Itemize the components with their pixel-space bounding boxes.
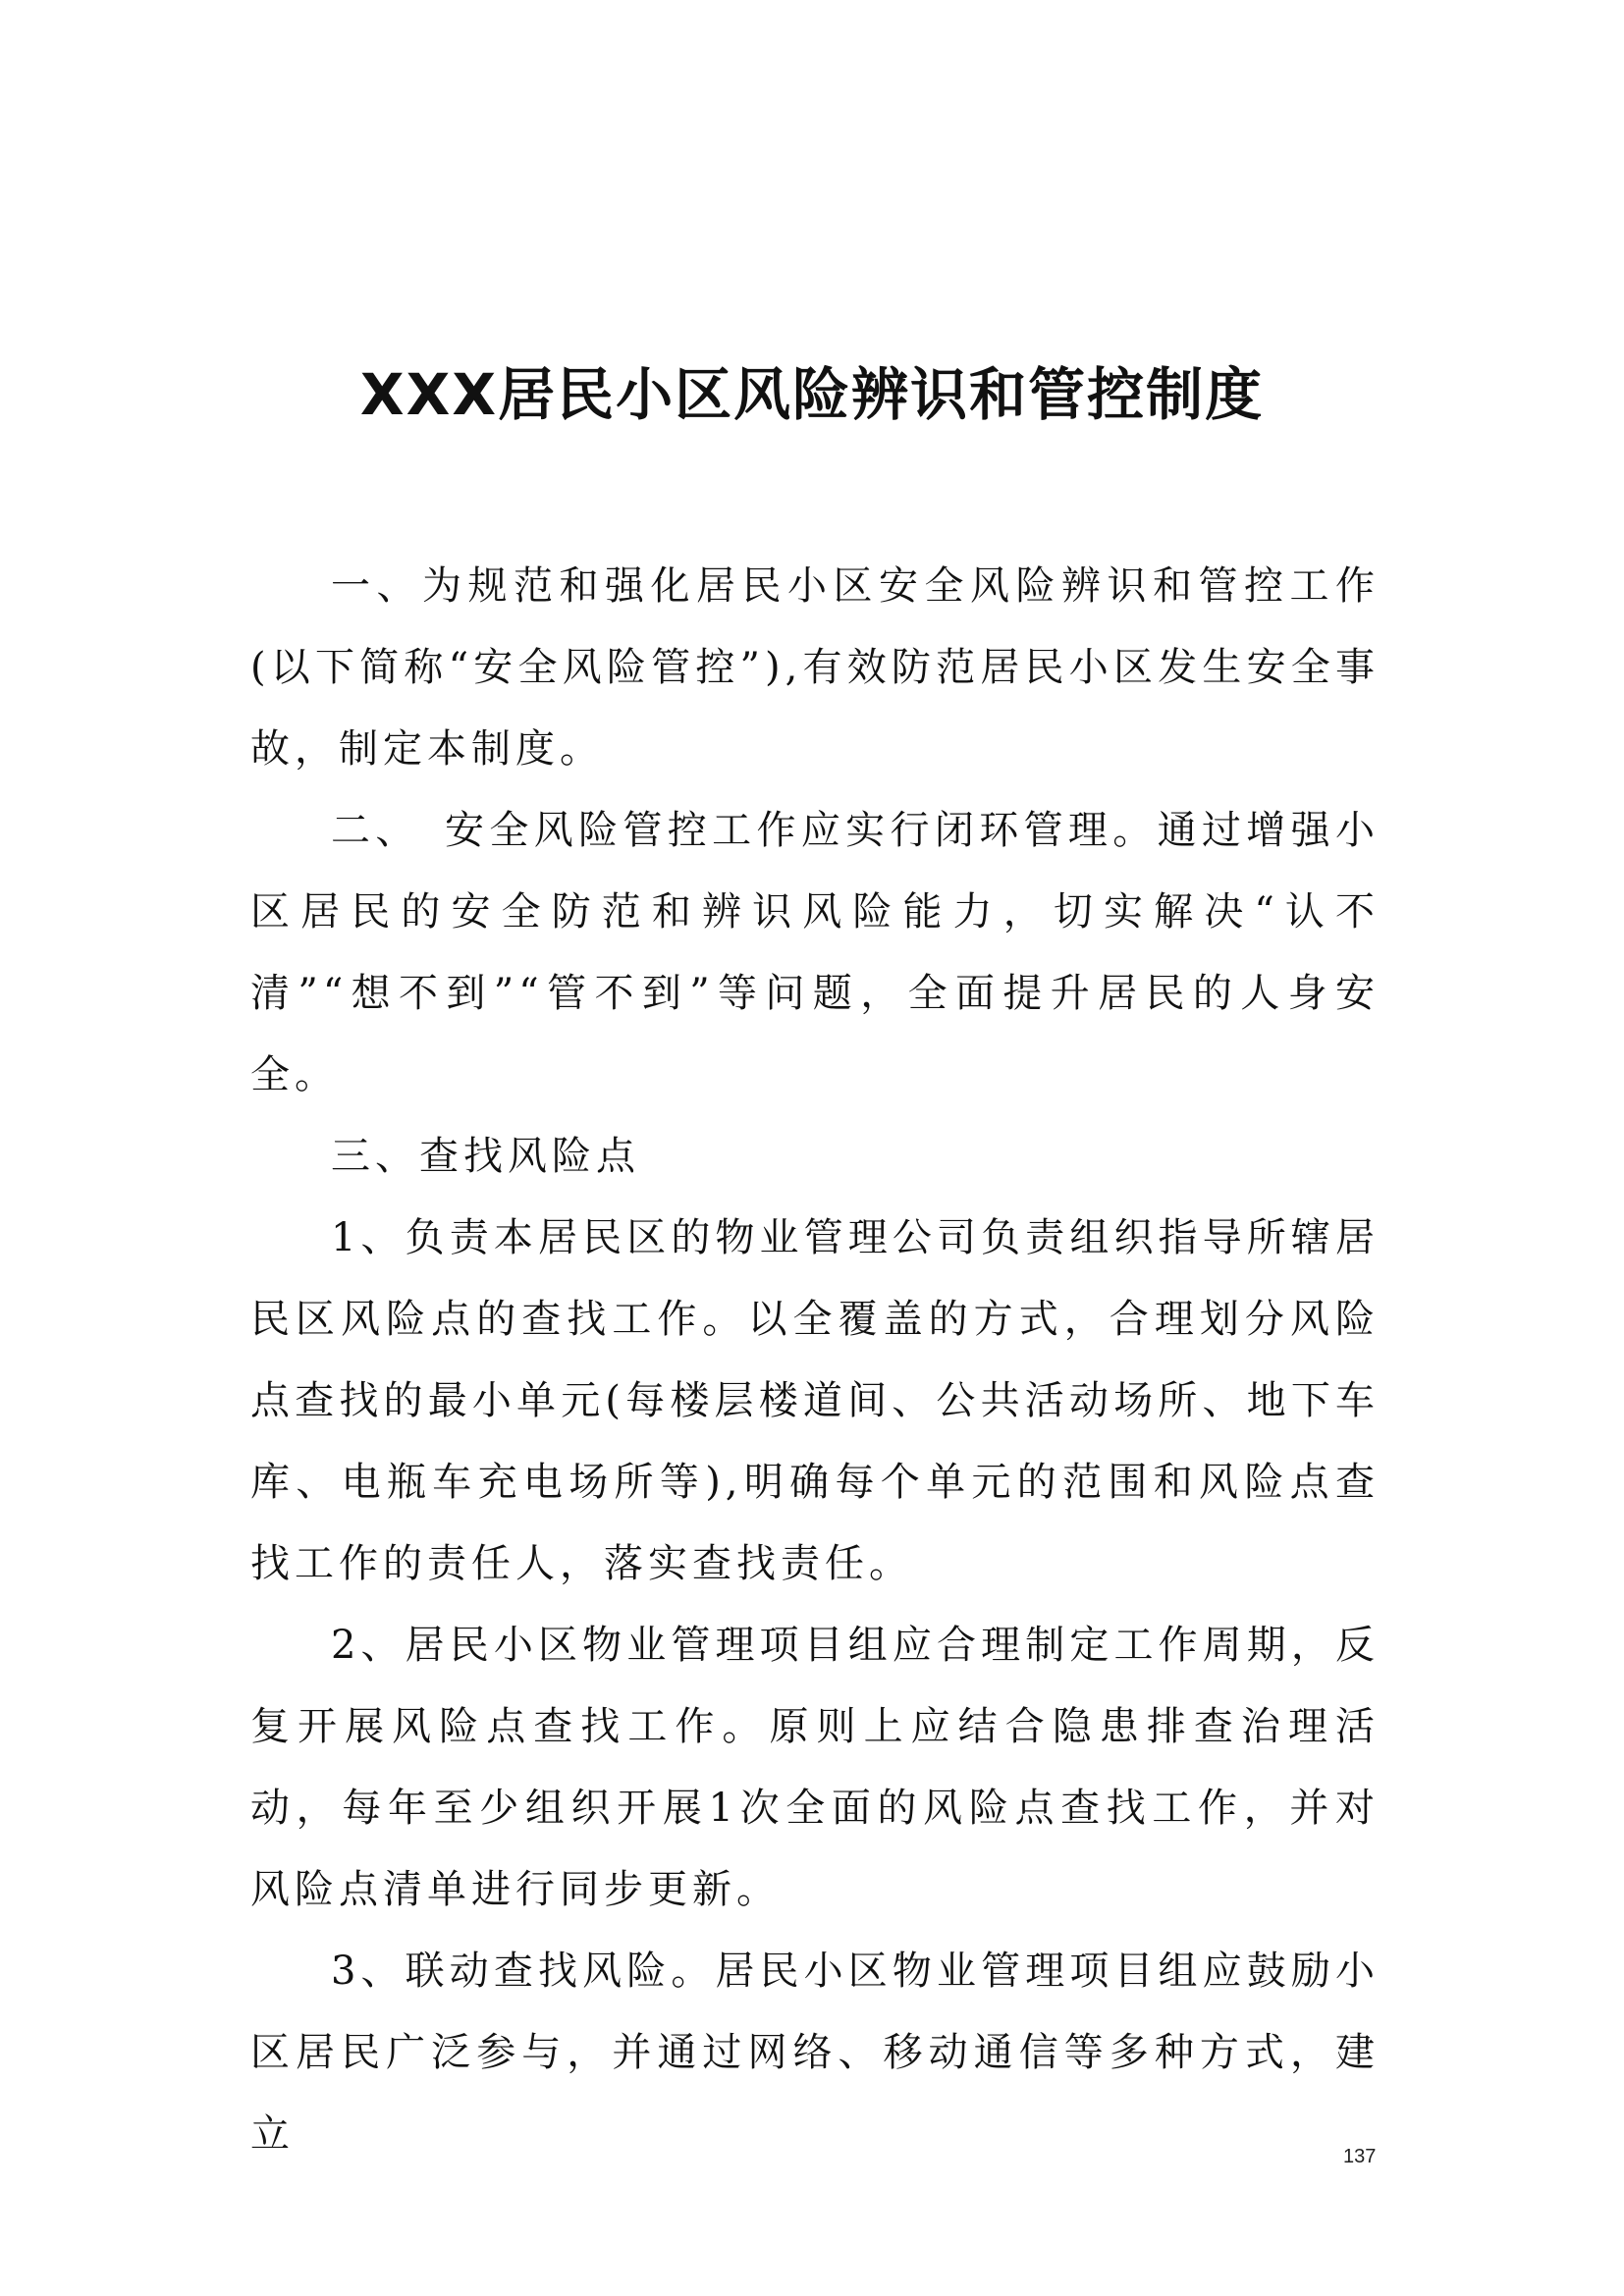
paragraph-3-3: 3、联动查找风险。居民小区物业管理项目组应鼓励小区居民广泛参与，并通过网络、移动通信等多种方式，建立 <box>250 1949 1380 2157</box>
page-number: 137 <box>1343 2146 1377 2167</box>
paragraph-3-1: 1、负责本居民区的物业管理公司负责组织指导所辖居民区风险点的查找工作。以全覆盖的方式，合理划分风险点查找的最小单元(每楼层楼道间、公共活动场所、地下车库、电瓶车充电场所等),明确每个单元的范围和风险点查找工作的责任人，落实查找责任。 <box>250 1215 1380 1586</box>
paragraph-2: 二、 安全风险管控工作应实行闭环管理。通过增强小区居民的安全防范和辨识风险能力，切实解决“认不清”“想不到”“管不到”等问题，全面提升居民的人身安全。 <box>250 808 1380 1097</box>
paragraph-3-2: 2、居民小区物业管理项目组应合理制定工作周期，反复开展风险点查找工作。原则上应结合隐患排查治理活动，每年至少组织开展1次全面的风险点查找工作，并对风险点清单进行同步更新。 <box>250 1623 1380 1912</box>
document-body <box>250 546 1380 2175</box>
document-title: XXX居民小区风险辨识和管控制度 <box>359 361 1265 428</box>
section-heading-3: 三、查找风险点 <box>331 1134 640 1179</box>
paragraph-1: 一、为规范和强化居民小区安全风险辨识和管控工作(以下简称“安全风险管控”),有效防范居民小区发生安全事故，制定本制度。 <box>250 563 1380 772</box>
